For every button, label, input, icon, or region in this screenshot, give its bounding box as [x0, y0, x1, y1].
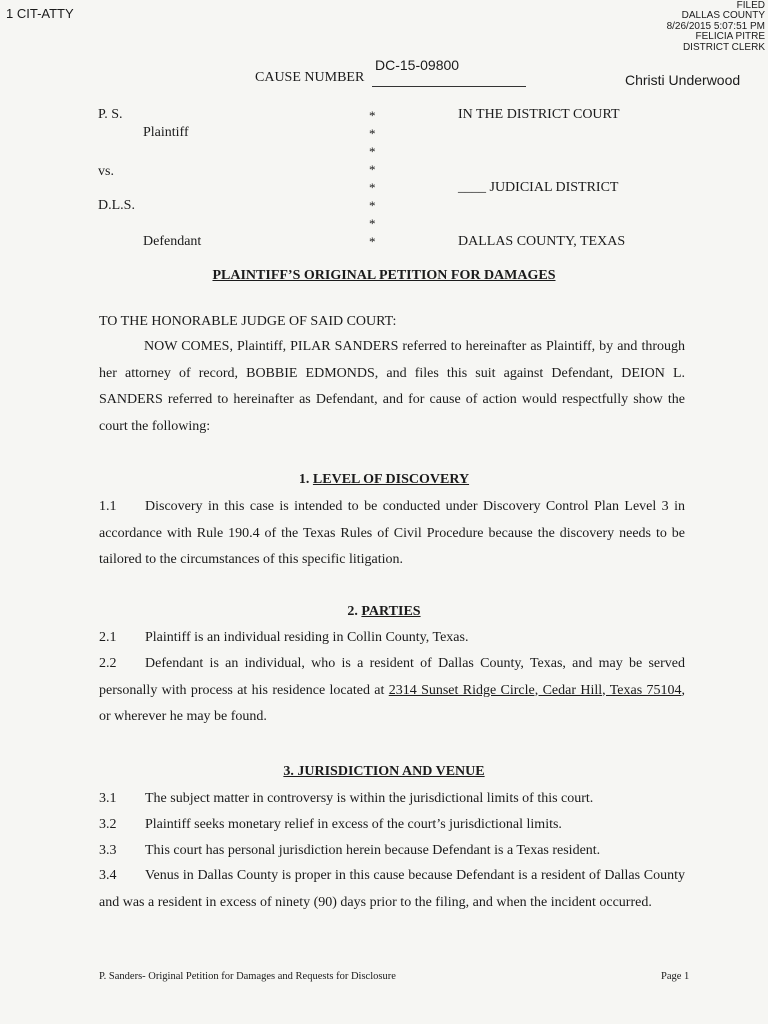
judicial-district	[458, 180, 618, 196]
paragraph-number: 3.2	[99, 817, 117, 832]
section-heading	[0, 604, 768, 620]
section-title: PARTIES	[361, 604, 421, 619]
paragraph-1-1	[99, 494, 685, 574]
cause-number-label: CAUSE NUMBER	[255, 70, 365, 85]
caption-star: *	[369, 216, 376, 231]
defendant-address: 2314 Sunset Ridge Circle, Cedar Hill, Texas 75104	[388, 682, 682, 698]
paragraph-3-1	[99, 791, 593, 807]
defendant-role: Defendant	[143, 234, 202, 249]
filed-line: 8/26/2015 5:07:51 PM	[666, 20, 765, 32]
paragraph-3-4	[99, 863, 685, 916]
section-heading	[0, 764, 768, 780]
paragraph-number: 3.3	[99, 843, 117, 858]
caption-star: *	[369, 234, 376, 249]
filed-line: FELICIA PITRE	[695, 31, 765, 43]
paragraph-text: Venus in Dallas County is proper in this cause because Defendant is a resident of Dallas County and was a resident in excess of ninety (90) days prior to the filing, and when the incident occurred.	[99, 868, 685, 910]
section-heading	[0, 472, 768, 488]
filing-tag: 1 CIT-ATTY	[6, 6, 74, 21]
plaintiff-name: P. S.	[98, 107, 123, 122]
paragraph-text: Plaintiff is an individual residing in Collin County, Texas.	[145, 630, 469, 645]
paragraph-number: 2.2	[99, 656, 117, 671]
district-label: JUDICIAL DISTRICT	[489, 180, 619, 195]
caption-star: *	[369, 108, 376, 123]
defendant-name: D.L.S.	[98, 198, 135, 213]
section-title: 3. JURISDICTION AND VENUE	[283, 764, 485, 779]
filed-line: DISTRICT CLERK	[682, 41, 765, 53]
paragraph-number: 3.1	[99, 791, 117, 806]
paragraph-3-2	[99, 817, 562, 833]
intro-paragraph: NOW COMES, Plaintiff, PILAR SANDERS referred to hereinafter as Plaintiff, by and through her attorney of record, BOBBIE EDMONDS, and files this suit against Defendant, DEION L. SANDERS referred to hereinafter as Defendant, and for cause of action would respectfully show the court the following:	[99, 339, 685, 434]
paragraph-number: 3.4	[99, 868, 117, 883]
caption-star: *	[369, 198, 376, 213]
section-number: 2.	[347, 604, 358, 619]
paragraph-3-3	[99, 843, 600, 859]
paragraph-text: The subject matter in controversy is within the jurisdictional limits of this court.	[145, 791, 594, 806]
page-number: Page 1	[661, 971, 690, 982]
filed-stamp	[667, 1, 765, 53]
paragraph-text: This court has personal jurisdiction herein because Defendant is a Texas resident.	[145, 843, 601, 858]
salutation: TO THE HONORABLE JUDGE OF SAID COURT:	[99, 314, 397, 329]
section-number: 1.	[298, 472, 310, 487]
case-number: DC-15-09800	[375, 57, 460, 73]
paragraph-text: , or wherever he may be found.	[99, 682, 686, 724]
filed-line: DALLAS COUNTY	[681, 10, 765, 22]
paragraph-number: 1.1	[99, 499, 117, 514]
paragraph-text: Discovery in this case is intended to be conducted under Discovery Control Plan Level 3 in accordance with Rule 190.4 of the Texas Rules of Civil Procedure because the discovery needs to be tailored to the circumstances of this specific litigation.	[99, 499, 685, 567]
vs-label: vs.	[98, 164, 114, 179]
cause-number-blank	[372, 86, 526, 87]
paragraph-number: 2.1	[99, 630, 117, 645]
plaintiff-role: Plaintiff	[143, 125, 189, 140]
caption-star: *	[369, 126, 376, 141]
document-title: PLAINTIFF’S ORIGINAL PETITION FOR DAMAGES	[212, 268, 556, 283]
caption-star: *	[369, 180, 376, 195]
caption-star: *	[369, 144, 376, 159]
paragraph-2-2	[99, 651, 685, 731]
paragraph-2-1	[99, 630, 468, 646]
district-blank: ____	[458, 180, 486, 195]
paragraph-text: Plaintiff seeks monetary relief in excess of the court’s jurisdictional limits.	[145, 817, 562, 832]
caption-star: *	[369, 162, 376, 177]
filed-line: FILED	[736, 0, 765, 11]
clerk-name: Christi Underwood	[625, 72, 741, 88]
footer-description: P. Sanders- Original Petition for Damages and Requests for Disclosure	[99, 971, 396, 982]
court-name: IN THE DISTRICT COURT	[458, 107, 620, 122]
county-name: DALLAS COUNTY, TEXAS	[458, 234, 626, 249]
paragraph-text: Defendant is an individual, who is a resident of Dallas County, Texas, and may be served personally with process at his residence located at	[99, 656, 685, 698]
section-title: LEVEL OF DISCOVERY	[312, 472, 470, 487]
